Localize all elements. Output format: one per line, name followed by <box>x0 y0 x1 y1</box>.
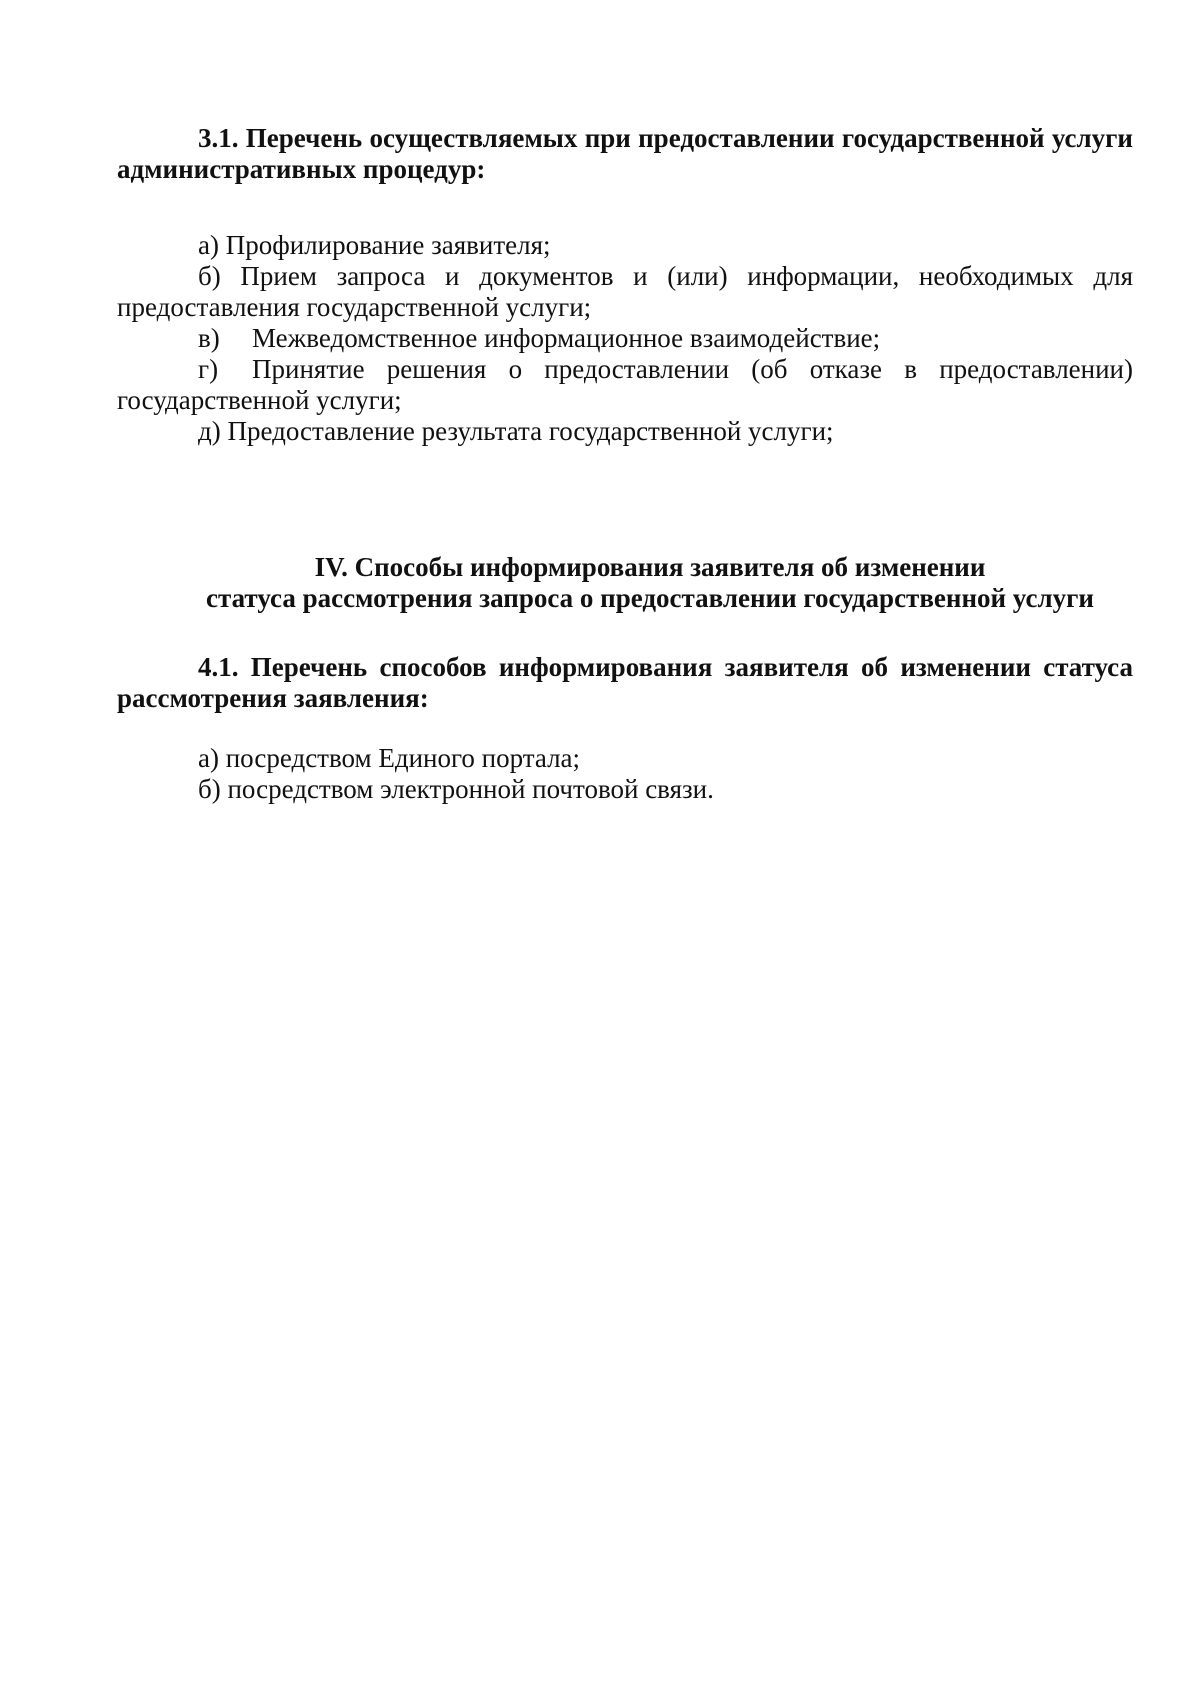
section-4-1 <box>117 652 1133 714</box>
section-IV-title <box>150 552 1150 614</box>
section-4-1-heading: 4.1. Перечень способов информирования заявителя об изменении статуса рассмотрения заявления: <box>117 652 1133 713</box>
list-item: б) посредством электронной почтовой связи. <box>198 774 714 804</box>
list-item-text: Межведомственное информационное взаимодействие; <box>252 323 881 353</box>
list-item-text: Принятие решения о предоставлении (об отказе в предоставлении) государственной услуги; <box>117 354 1133 415</box>
section-3-1-list <box>117 230 1133 447</box>
list-item-marker: г) <box>198 354 219 384</box>
list-item: д) Предоставление результата государственной услуги; <box>198 416 834 446</box>
list-item-marker: в) <box>198 323 220 353</box>
list-item <box>117 354 1133 416</box>
list-item: а) Профилирование заявителя; <box>198 230 551 260</box>
list-item: а) посредством Единого портала; <box>198 743 581 773</box>
section-4-1-list <box>117 743 1133 805</box>
list-item: б) Прием запроса и документов и (или) информации, необходимых для предоставления государственной услуги; <box>117 261 1133 322</box>
section-3-1-heading: 3.1. Перечень осуществляемых при предоставлении государственной услуги административных процедур: <box>117 123 1133 184</box>
list-item <box>117 323 1133 354</box>
section-IV-title-line-2: статуса рассмотрения запроса о предоставлении государственной услуги <box>206 583 1094 613</box>
section-3-1 <box>117 123 1133 185</box>
section-IV-title-line-1: IV. Способы информирования заявителя об изменении <box>314 552 986 582</box>
